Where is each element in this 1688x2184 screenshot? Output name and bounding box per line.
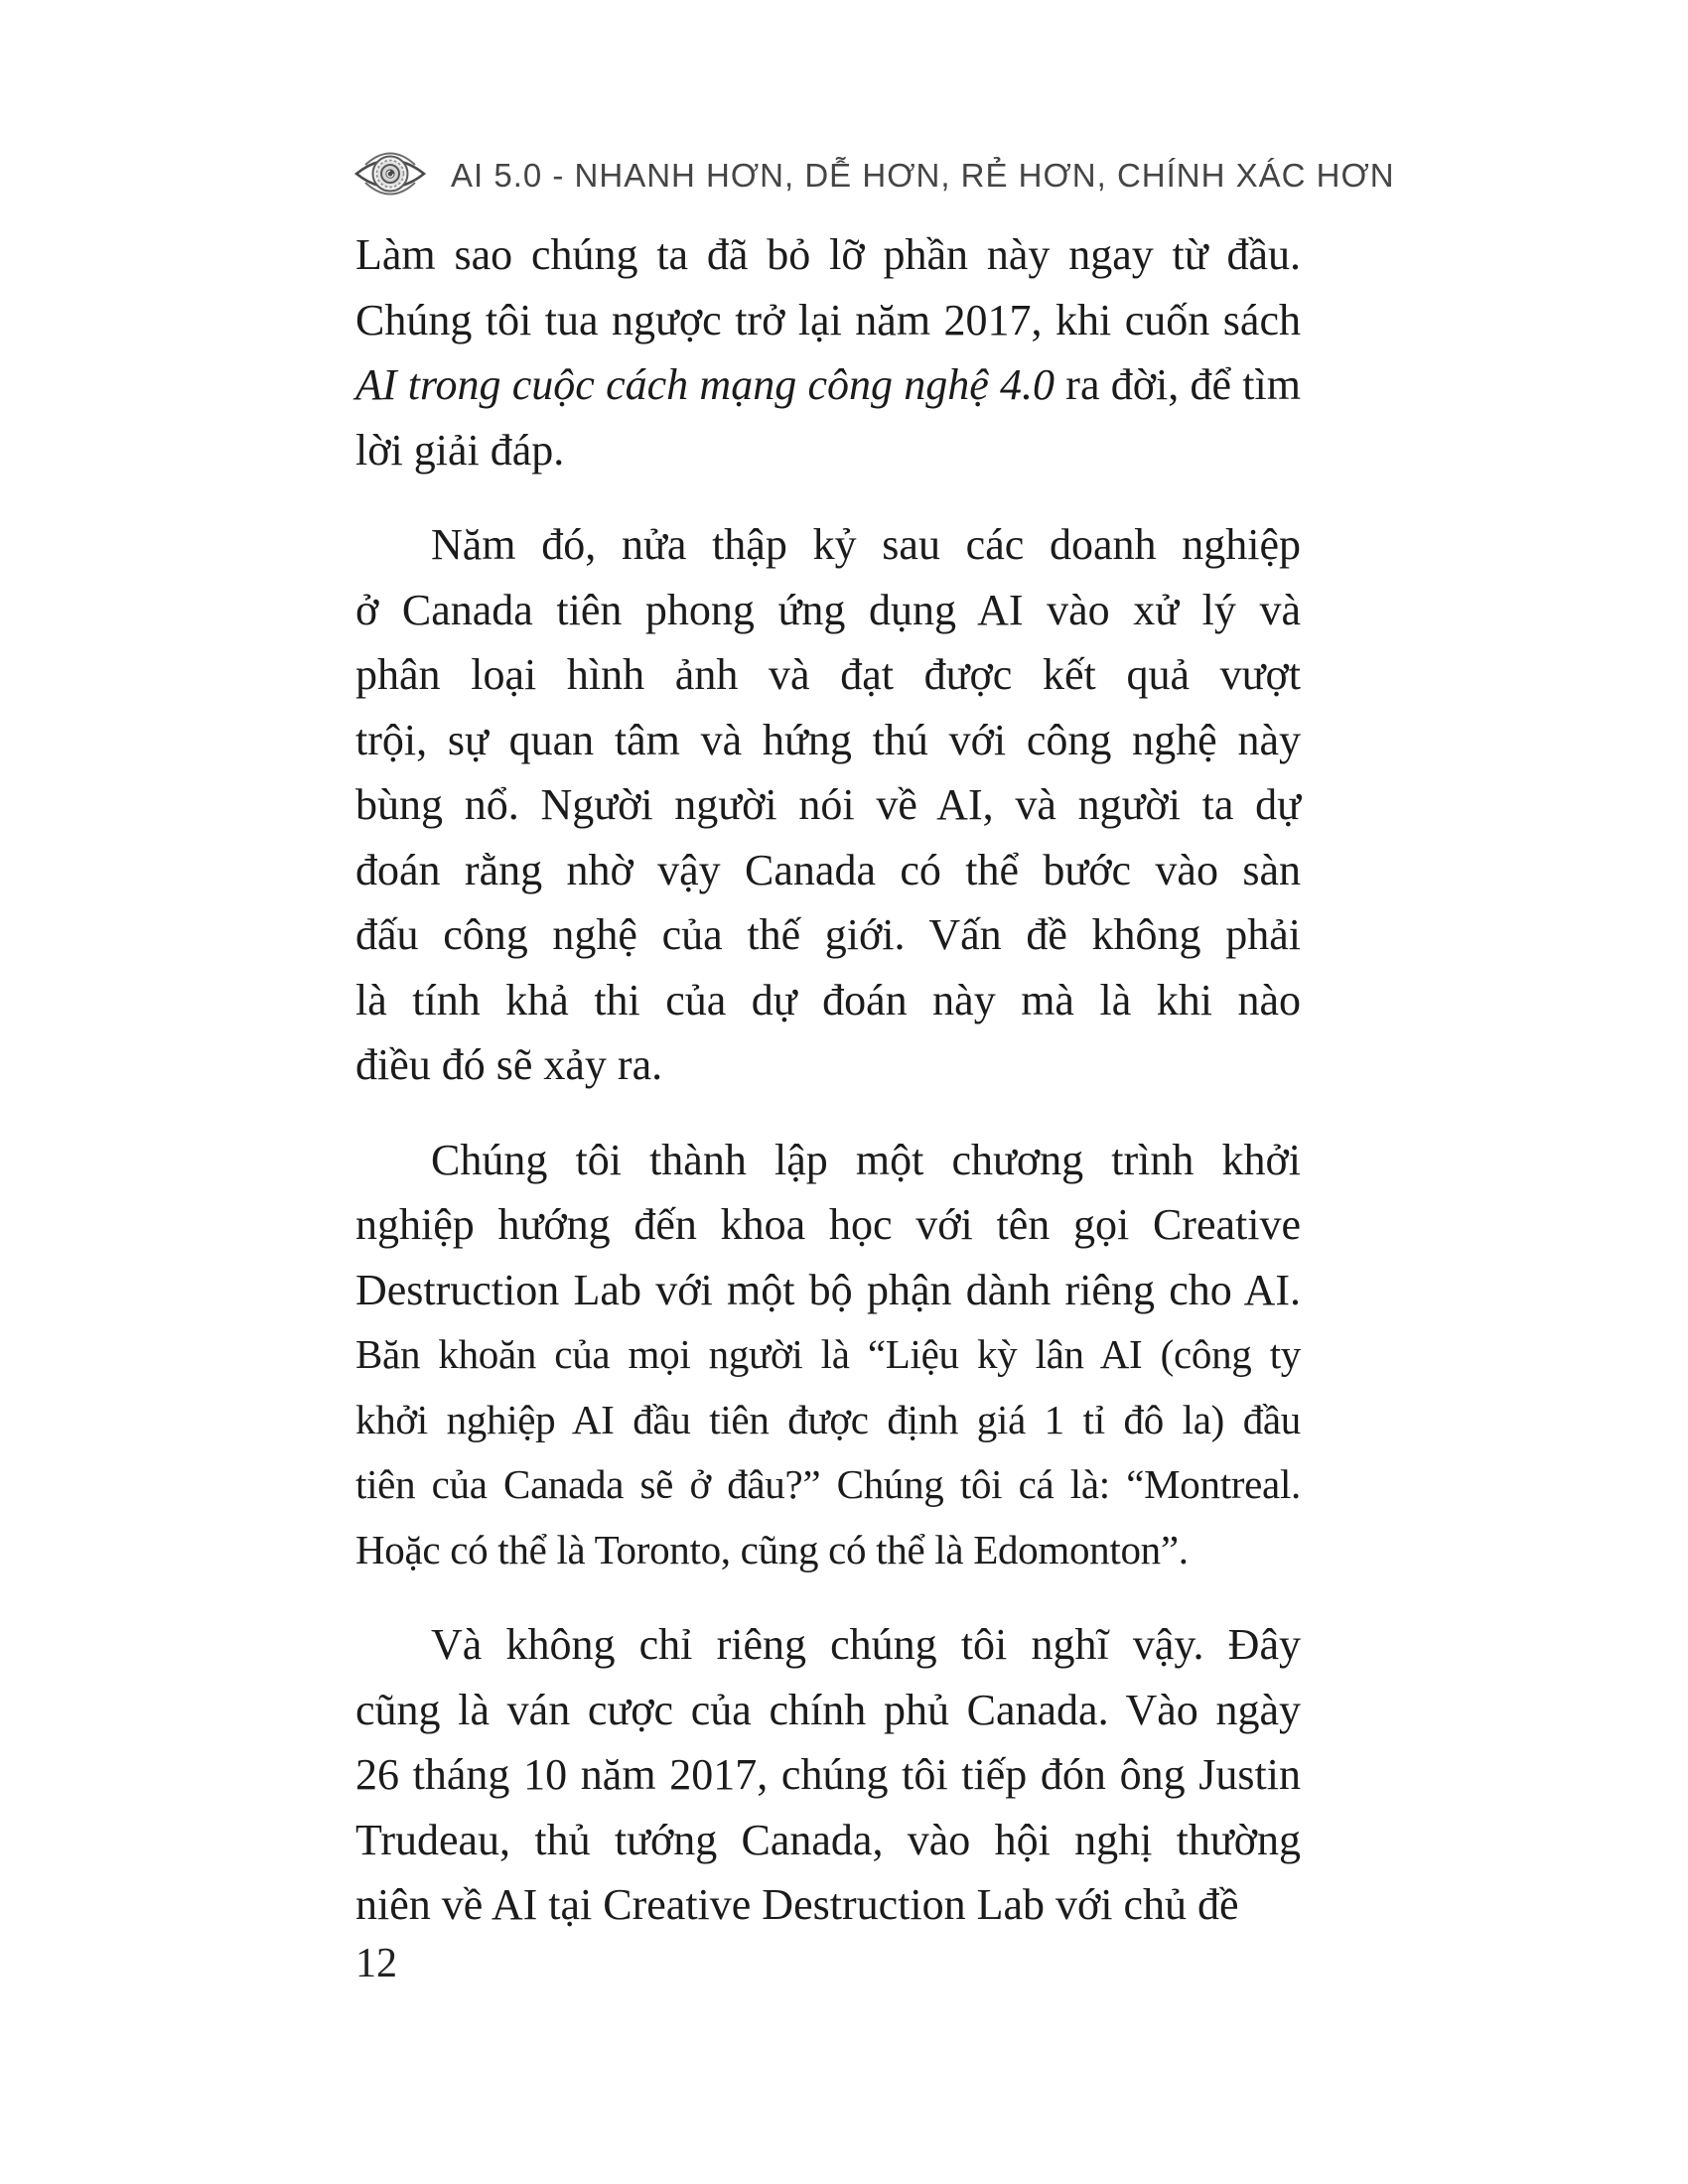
text-line: lời giải đáp. [355,425,565,475]
text-line: Làm sao chúng ta đã bỏ lỡ phần này ngay từ đầu. [355,230,1301,279]
text-line: bùng nổ. Người người nói về AI, và người ta dự [355,780,1301,829]
text-line: niên về AI tại Creative Destruction Lab với chủ đề [355,1880,1239,1929]
text-line: Destruction Lab với một bộ phận dành riêng cho AI. [355,1265,1301,1314]
body-text [355,222,1301,1968]
text-line: Băn khoăn của mọi người là “Liệu kỳ lân AI (công ty [355,1331,1301,1377]
text-line: trội, sự quan tâm và hứng thú với công nghệ này [355,715,1301,764]
paragraph [355,1128,1301,1583]
text-line: nghiệp hướng đến khoa học với tên gọi Creative [355,1200,1301,1249]
text-line: 26 tháng 10 năm 2017, chúng tôi tiếp đón ông Justin [355,1750,1301,1799]
text-line: Trudeau, thủ tướng Canada, vào hội nghị thường [355,1815,1301,1864]
text-line [355,352,1301,418]
page-number: 12 [355,1941,397,1986]
text-line: khởi nghiệp AI đầu tiên được định giá 1 tỉ đô la) đầu [355,1396,1301,1442]
text-line: Hoặc có thể là Toronto, cũng có thể là Edomonton”. [355,1526,1189,1572]
running-header [353,137,1395,210]
text-line-part: ra đời, để tìm [1055,360,1301,409]
text-line: điều đó sẽ xảy ra. [355,1040,663,1089]
text-line: Và không chỉ riêng chúng tôi nghĩ vậy. Đây [431,1620,1301,1669]
paragraph [355,1612,1301,1938]
paragraph [355,512,1301,1098]
text-line: phân loại hình ảnh và đạt được kết quả vượt [355,650,1301,699]
book-title-italic: AI trong cuộc cách mạng công nghệ 4.0 [355,360,1055,409]
text-line: Năm đó, nửa thập kỷ sau các doanh nghiệp [431,520,1301,569]
text-line: ở Canada tiên phong ứng dụng AI vào xử lý và [355,585,1301,634]
text-line: Chúng tôi tua ngược trở lại năm 2017, khi cuốn sách [355,295,1301,344]
text-line: cũng là ván cược của chính phủ Canada. Vào ngày [355,1685,1301,1734]
running-header-title: AI 5.0 - NHANH HƠN, DỄ HƠN, RẺ HƠN, CHÍNH XÁC HƠN [451,157,1395,194]
text-line: tiên của Canada sẽ ở đâu?” Chúng tôi cá là: “Montreal. [355,1461,1301,1507]
text-line: đoán rằng nhờ vậy Canada có thể bước vào sàn [355,845,1301,894]
eye-logo-icon [353,137,427,210]
text-line: đấu công nghệ của thế giới. Vấn đề không phải [355,910,1301,959]
text-line: là tính khả thi của dự đoán này mà là khi nào [355,975,1301,1024]
text-line: Chúng tôi thành lập một chương trình khởi [431,1135,1301,1184]
paragraph [355,222,1301,482]
